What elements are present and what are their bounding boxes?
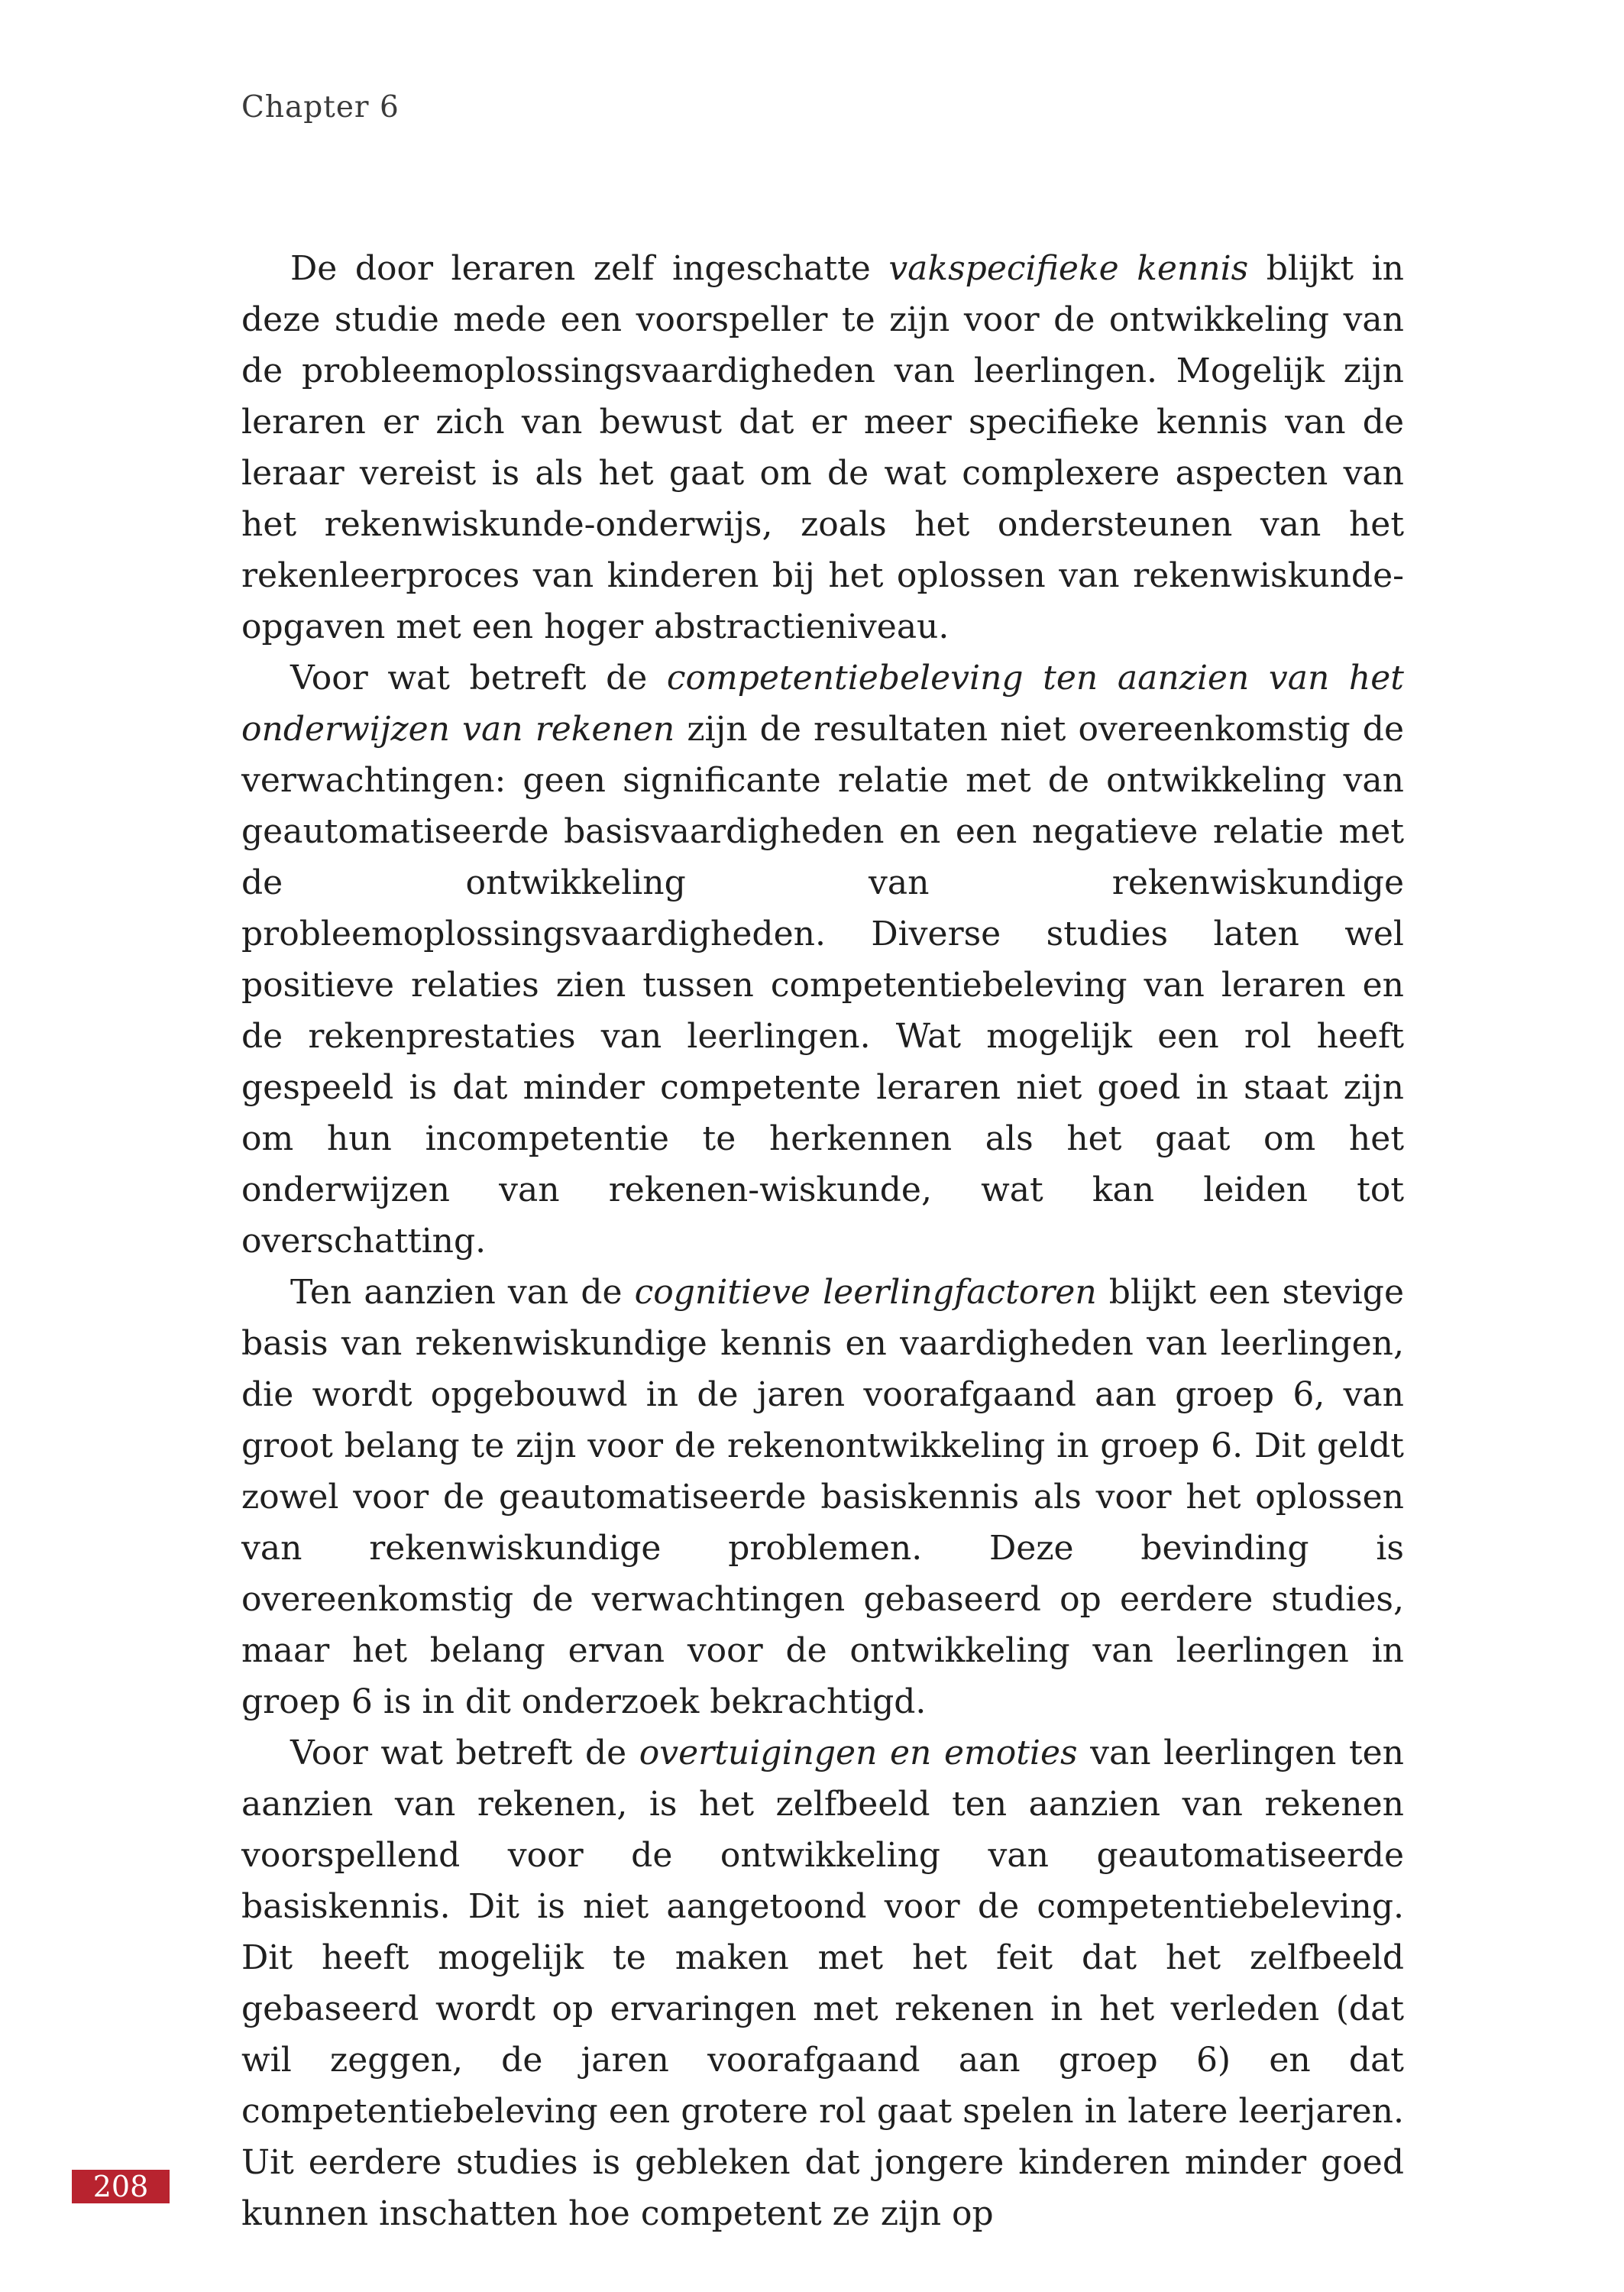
paragraph-3-text-a: Ten aanzien van de xyxy=(290,1273,635,1312)
paragraph-1-emphasis: vakspecifieke kennis xyxy=(888,249,1249,288)
paragraph-4-emphasis: overtuigingen en emoties xyxy=(639,1734,1078,1772)
body-text xyxy=(241,243,1404,2239)
page-number: 208 xyxy=(72,2170,170,2203)
paragraph-2-text-b: zijn de resultaten niet overeenkomstig de verwachtingen: geen significante relatie met de ontwikkeling van geautomatiseerde basisvaardigheden en een negatieve relatie met de ontwikkeling van rekenwiskundige probleemoplossingsvaardigheden. Diverse studies laten wel positieve relaties zien tussen competentiebeleving van leraren en de rekenprestaties van leerlingen. Wat mogelijk een rol heeft gespeeld is dat minder competente leraren niet goed in staat zijn om hun incompetentie te herkennen als het gaat om het onderwijzen van rekenen-wiskunde, wat kan leiden tot overschatting. xyxy=(241,710,1404,1261)
paragraph-1-text-b: blijkt in deze studie mede een voorspeller te zijn voor de ontwikkeling van de probleemoplossingsvaardigheden van leerlingen. Mogelijk zijn leraren er zich van bewust dat er meer specifieke kennis van de leraar vereist is als het gaat om de wat complexere aspecten van het rekenwiskunde-onderwijs, zoals het ondersteunen van het rekenleerproces van kinderen bij het oplossen van rekenwiskunde-opgaven met een hoger abstractieniveau. xyxy=(241,249,1404,646)
paragraph-2-text-a: Voor wat betreft de xyxy=(290,659,667,698)
paragraph-1 xyxy=(241,243,1404,652)
paragraph-2-emphasis: competentiebeleving ten aanzien van het onderwijzen van rekenen xyxy=(241,659,1404,749)
paragraph-4 xyxy=(241,1727,1404,2239)
paragraph-4-text-b: van leerlingen ten aanzien van rekenen, is het zelfbeeld ten aanzien van rekenen voorspellend voor de ontwikkeling van geautomatiseerde basiskennis. Dit is niet aangetoond voor de competentiebeleving. Dit heeft mogelijk te maken met het feit dat het zelfbeeld gebaseerd wordt op ervaringen met rekenen in het verleden (dat wil zeggen, de jaren voorafgaand aan groep 6) en dat competentiebeleving een grotere rol gaat spelen in latere leerjaren. Uit eerdere studies is gebleken dat jongere kinderen minder goed kunnen inschatten hoe competent ze zijn op xyxy=(241,1734,1405,2233)
paragraph-1-text-a: De door leraren zelf ingeschatte xyxy=(290,249,889,288)
paragraph-3-text-b: blijkt een stevige basis van rekenwiskundige kennis en vaardigheden van leerlingen, die wordt opgebouwd in de jaren voorafgaand aan groep 6, van groot belang te zijn voor de rekenontwikkeling in groep 6. Dit geldt zowel voor de geautomatiseerde basiskennis als voor het oplossen van rekenwiskundige problemen. Deze bevinding is overeenkomstig de verwachtingen gebaseerd op eerdere studies, maar het belang ervan voor de ontwikkeling van leerlingen in groep 6 is in dit onderzoek bekrachtigd. xyxy=(241,1273,1405,1721)
paragraph-2 xyxy=(241,652,1404,1267)
paragraph-4-text-a: Voor wat betreft de xyxy=(290,1734,639,1772)
running-head: Chapter 6 xyxy=(241,90,400,125)
paragraph-3-emphasis: cognitieve leerlingfactoren xyxy=(634,1273,1097,1312)
paragraph-3 xyxy=(241,1267,1404,1727)
